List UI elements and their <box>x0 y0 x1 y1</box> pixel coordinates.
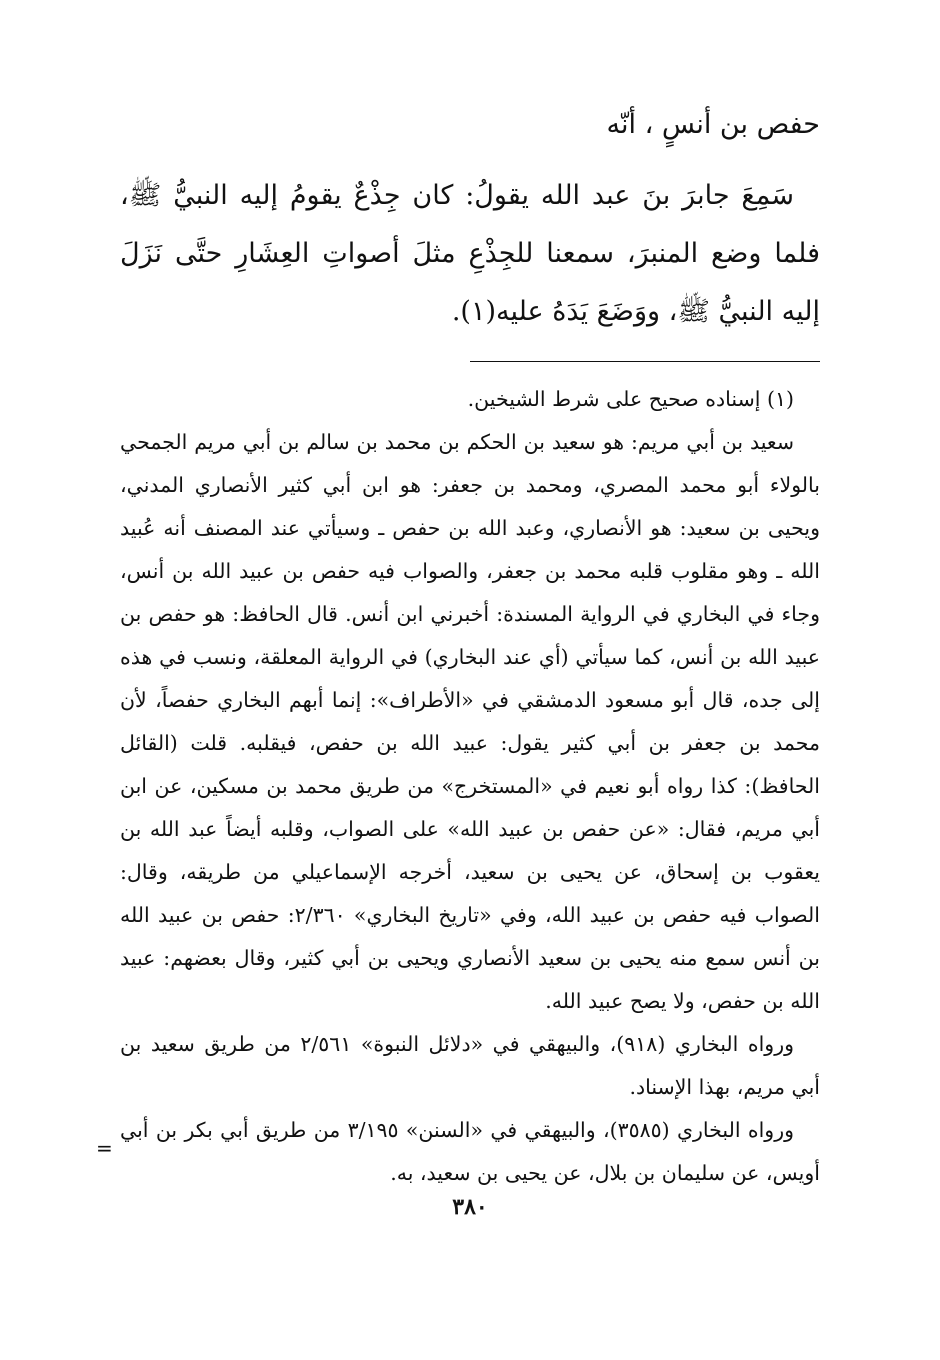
page-number: ٣٨٠ <box>452 1194 488 1220</box>
footnote-source-1: ورواه البخاري (٩١٨)، والبيهقي في «دلائل النبوة» ٢/٥٦١ من طريق سعيد بن أبي مريم، بهذا الإسناد. <box>120 1032 820 1099</box>
continuation-mark: = <box>96 1136 113 1160</box>
main-paragraph: سَمِعَ جابرَ بنَ عبد الله يقولُ: كان جِذْعٌ يقومُ إليه النبيُّ ﷺ، فلما وضع المنبرَ، سمعنا للجِذْعِ مثلَ أصواتِ العِشَارِ حتَّى نَزَلَ إليه النبيُّ ﷺ، ووَضَعَ يَدَهُ عليه(١). <box>120 180 820 327</box>
footnote-source-2: ورواه البخاري (٣٥٨٥)، والبيهقي في «السنن» ٣/١٩٥ من طريق أبي بكر بن أبي أويس، عن سليمان بن بلال، عن يحيى بن سعيد، به. <box>120 1118 820 1185</box>
main-heading-line: حفص بن أنسٍ ، أنّه <box>606 109 820 140</box>
page-body <box>120 96 820 1195</box>
footnote-separator <box>470 361 820 362</box>
footnotes <box>120 378 820 1195</box>
footnote-commentary: سعيد بن أبي مريم: هو سعيد بن الحكم بن محمد بن سالم بن أبي مريم الجمحي بالولاء أبو محمد المصري، ومحمد بن جعفر: هو ابن أبي كثير الأنصاري المدني، ويحيى بن سعيد: هو الأنصاري، وعبد الله بن حفص ـ وسيأتي عند المصنف أنه عُبيد الله ـ وهو مقلوب قلبه محمد بن جعفر، والصواب فيه حفص بن عبيد الله بن أنس، وجاء في البخاري في الرواية المسندة: أخبرني ابن أنس. قال الحافظ: هو حفص بن عبيد الله بن أنس، كما سيأتي (أي عند البخاري) في الرواية المعلقة، ونسب في هذه إلى جده، قال أبو مسعود الدمشقي في «الأطراف»: إنما أبهم البخاري حفصاً، لأن محمد بن جعفر بن أبي كثير يقول: عبيد الله بن حفص، فيقلبه. قلت (القائل الحافظ): كذا رواه أبو نعيم في «المستخرج» من طريق محمد بن مسكين، عن ابن أبي مريم، فقال: «عن حفص بن عبيد الله» على الصواب، وقلبه أيضاً عبد الله بن يعقوب بن إسحاق، عن يحيى بن سعيد، أخرجه الإسماعيلي من طريقه، وقال: الصواب فيه حفص بن عبيد الله، وفي «تاريخ البخاري» ٢/٣٦٠: حفص بن عبيد الله بن أنس سمع منه يحيى بن سعيد الأنصاري ويحيى بن أبي كثير، وقال بعضهم: عبيد الله بن حفص، ولا يصح عبيد الله. <box>120 430 820 1013</box>
footnote-1: (١) إسناده صحيح على شرط الشيخين. <box>467 387 794 411</box>
